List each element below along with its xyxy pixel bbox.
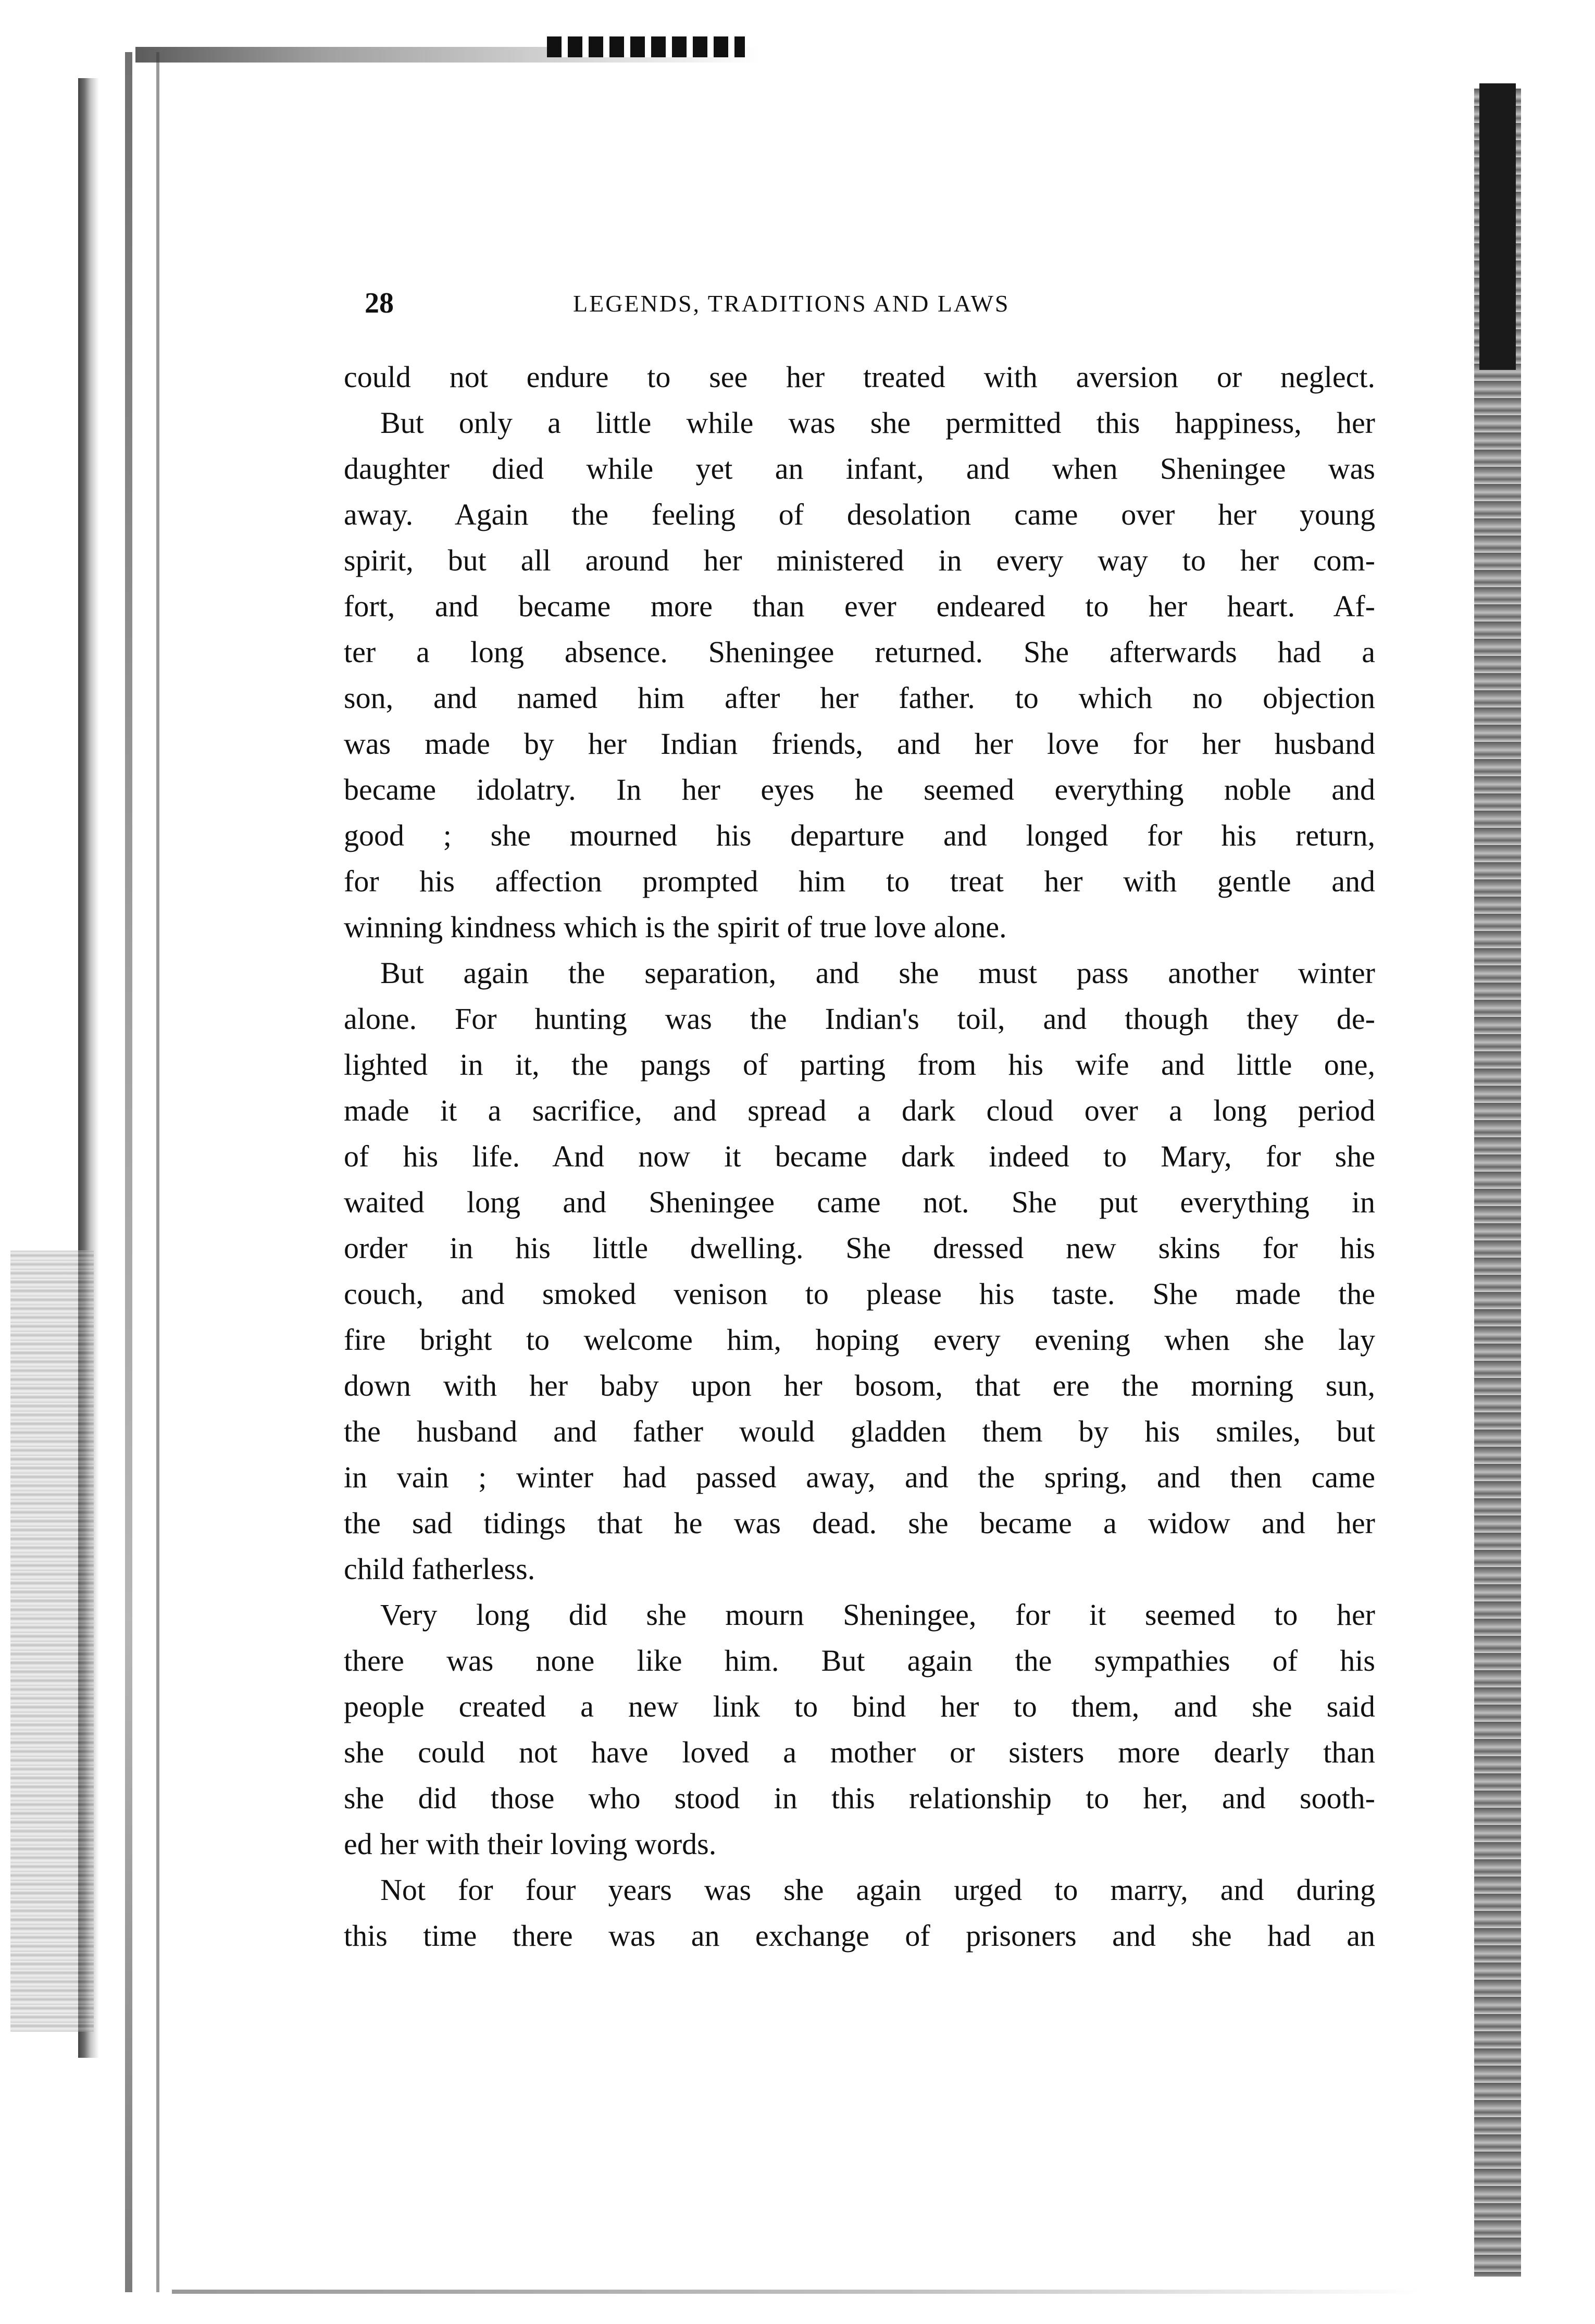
text-line: away. Again the feeling of desolation came over her young — [344, 498, 1375, 531]
text-line: people created a new link to bind her to them, and she said — [344, 1689, 1375, 1723]
text-line: lighted in it, the pangs of parting from his wife and little one, — [344, 1048, 1375, 1082]
text-line: ter a long absence. Sheningee returned. She afterwards had a — [344, 635, 1375, 669]
text-line: fire bright to welcome him, hoping every evening when she lay — [344, 1323, 1375, 1357]
running-title: LEGENDS, TRADITIONS AND LAWS — [573, 290, 1010, 317]
text-line: son, and named him after her father. to which no objection — [344, 681, 1375, 715]
scan-left-speckle — [10, 1250, 94, 2032]
text-line: became idolatry. In her eyes he seemed everything noble and — [344, 773, 1375, 806]
text-line: ed her with their loving words. — [344, 1827, 717, 1861]
text-line: could not endure to see her treated with aversion or neglect. — [344, 360, 1375, 394]
scan-binding-line-inner — [156, 52, 159, 2292]
text-line: child fatherless. — [344, 1552, 535, 1586]
text-line: good ; she mourned his departure and longed for his return, — [344, 818, 1375, 852]
scan-right-edge — [1474, 89, 1521, 2277]
scan-bottom-edge — [172, 2290, 1422, 2294]
text-line: the husband and father would gladden them by his smiles, but — [344, 1414, 1375, 1448]
text-line: spirit, but all around her ministered in every way to her com- — [344, 543, 1375, 577]
body-text — [344, 354, 1375, 1959]
text-line: winning kindness which is the spirit of true love alone. — [344, 910, 1007, 944]
text-line: alone. For hunting was the Indian's toil, and though they de- — [344, 1002, 1375, 1036]
text-line: was made by her Indian friends, and her love for her husband — [344, 727, 1375, 761]
text-line: order in his little dwelling. She dressed new skins for his — [344, 1231, 1375, 1265]
text-line: But only a little while was she permitted this happiness, her — [380, 406, 1375, 440]
scan-top-blot — [547, 36, 745, 57]
text-line: down with her baby upon her bosom, that ere the morning sun, — [344, 1369, 1375, 1402]
text-line: made it a sacrifice, and spread a dark cloud over a long period — [344, 1093, 1375, 1127]
page-number: 28 — [365, 287, 394, 319]
text-line: in vain ; winter had passed away, and the spring, and then came — [344, 1460, 1375, 1494]
text-line: this time there was an exchange of prisoners and she had an — [344, 1919, 1375, 1953]
text-line: there was none like him. But again the sympathies of his — [344, 1644, 1375, 1677]
text-line: for his affection prompted him to treat her with gentle and — [344, 864, 1375, 898]
text-line: Not for four years was she again urged to marry, and during — [380, 1873, 1375, 1907]
text-line: daughter died while yet an infant, and when Sheningee was — [344, 452, 1375, 486]
scan-binding-line — [125, 52, 132, 2292]
text-line: fort, and became more than ever endeared to her heart. Af- — [344, 589, 1375, 623]
text-line: she did those who stood in this relationship to her, and sooth- — [344, 1781, 1375, 1815]
text-line: of his life. And now it became dark indeed to Mary, for she — [344, 1139, 1375, 1173]
running-head — [365, 287, 1380, 323]
text-line: waited long and Sheningee came not. She put everything in — [344, 1185, 1375, 1219]
text-line: she could not have loved a mother or sisters more dearly than — [344, 1735, 1375, 1769]
text-line: But again the separation, and she must pass another winter — [380, 956, 1375, 990]
scan-right-edge-dark — [1479, 83, 1516, 370]
text-line: Very long did she mourn Sheningee, for it seemed to her — [380, 1598, 1375, 1632]
text-line: the sad tidings that he was dead. she became a widow and her — [344, 1506, 1375, 1540]
text-line: couch, and smoked venison to please his taste. She made the — [344, 1277, 1375, 1311]
